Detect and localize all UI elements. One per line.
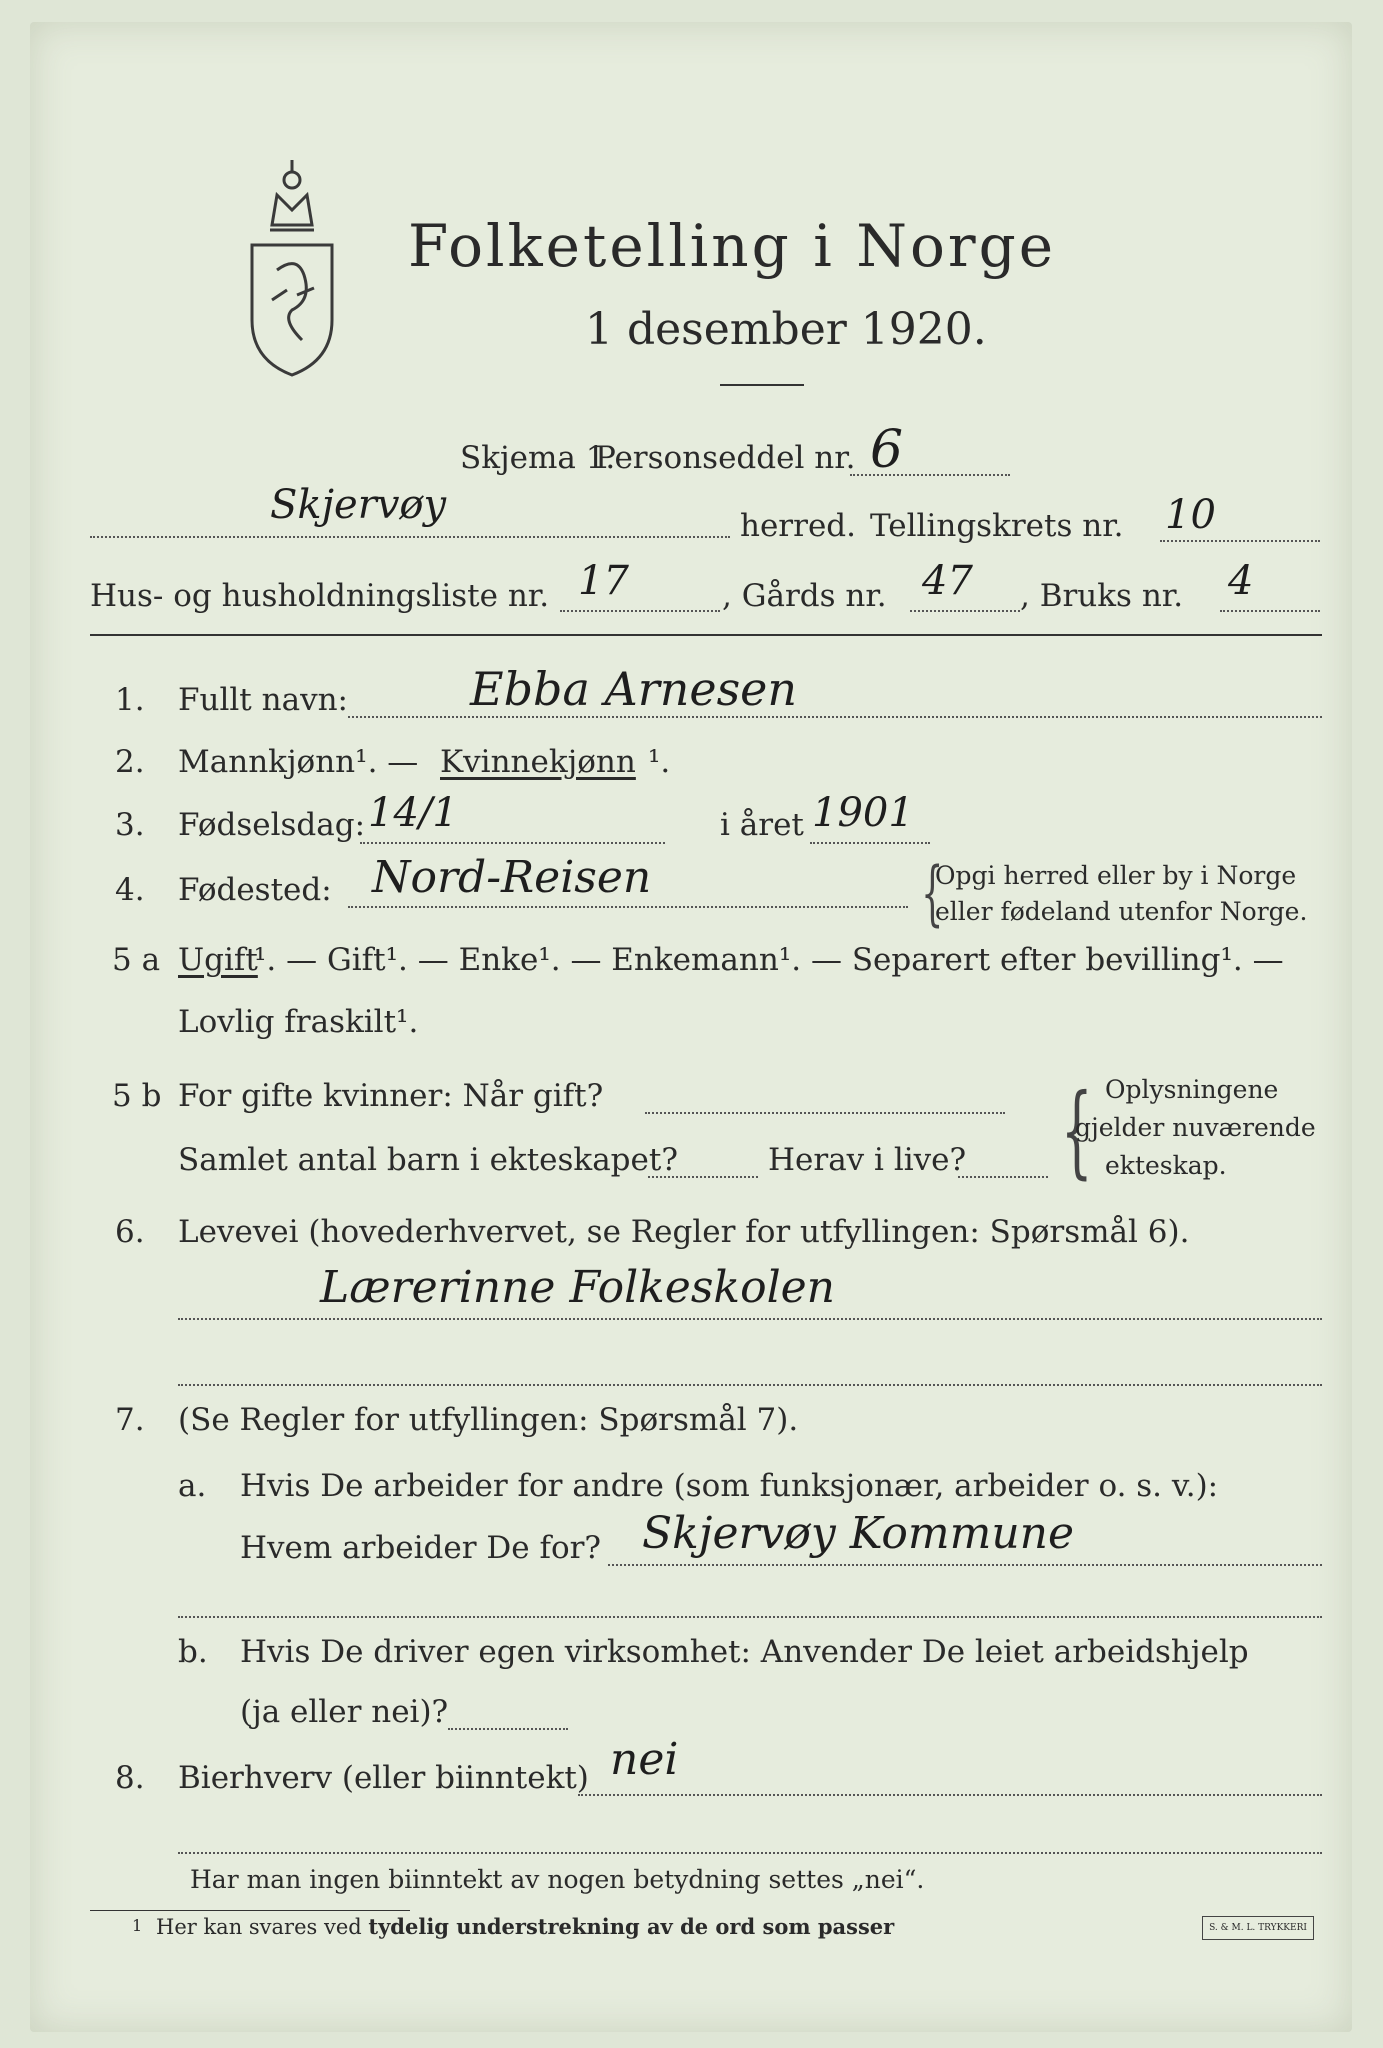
q8-number: 8. xyxy=(115,1760,145,1796)
birthday-value[interactable]: 14/1 xyxy=(368,790,458,836)
header-rule xyxy=(90,634,1322,636)
q6-number: 6. xyxy=(115,1214,145,1250)
birth-year-value[interactable]: 1901 xyxy=(812,790,914,836)
census-form xyxy=(30,22,1352,2032)
herred-label: herred. xyxy=(740,508,856,544)
gards-value[interactable]: 47 xyxy=(922,558,973,604)
side-income-value[interactable]: nei xyxy=(610,1734,679,1785)
q3-number: 3. xyxy=(115,807,145,843)
q6-label: Levevei (hovederhvervet, se Regler for utfyllingen: Spørsmål 6). xyxy=(178,1214,1190,1250)
children-alive-label: Herav i live? xyxy=(768,1142,967,1178)
gards-label: , Gårds nr. xyxy=(722,578,887,614)
q5b-note-line2: gjelder nuværende xyxy=(1075,1113,1316,1142)
full-name-value[interactable]: Ebba Arnesen xyxy=(470,662,798,716)
year-label: i året xyxy=(720,807,804,843)
gender-female-footnote: ¹. xyxy=(648,744,671,780)
hired-help-label: (ja eller nei)? xyxy=(240,1694,449,1730)
q8-note: Har man ingen biinntekt av nogen betydning settes „nei“. xyxy=(190,1865,925,1894)
herred-value[interactable]: Skjervøy xyxy=(270,482,447,528)
q5a-number: 5 a xyxy=(112,942,161,978)
tellingskrets-label: Tellingskrets nr. xyxy=(870,508,1124,544)
status-other-options[interactable]: ¹. — Gift¹. — Enke¹. — Enkemann¹. — Separert efter bevilling¹. — xyxy=(254,942,1284,978)
q5b-number: 5 b xyxy=(112,1078,162,1114)
personseddel-label: Personseddel nr. xyxy=(595,440,856,476)
q4-note-line1: Opgi herred eller by i Norge xyxy=(935,861,1297,890)
norway-coat-of-arms-icon xyxy=(242,150,342,380)
children-total-label: Samlet antal barn i ekteskapet? xyxy=(178,1142,678,1178)
birthplace-value[interactable]: Nord-Reisen xyxy=(372,852,652,903)
footnote-plain: Her kan svares ved xyxy=(156,1915,362,1939)
footnote-text xyxy=(156,1914,894,1939)
status-ugift-option[interactable]: Ugift xyxy=(178,942,258,978)
q5b-note-line1: Oplysningene xyxy=(1105,1075,1279,1104)
q8-label: Bierhverv (eller biinntekt) xyxy=(178,1760,589,1796)
q7a-letter: a. xyxy=(178,1468,207,1504)
q7-number: 7. xyxy=(115,1402,145,1438)
footnote-bold: tydelig understrekning av de ord som passer xyxy=(368,1914,895,1939)
q1-number: 1. xyxy=(115,682,145,718)
employer-label: Hvem arbeider De for? xyxy=(240,1530,602,1566)
form-date: 1 desember 1920. xyxy=(585,304,987,355)
q7b-label: Hvis De driver egen virksomhet: Anvender De leiet arbeidshjelp xyxy=(240,1634,1249,1670)
q4-brace: { xyxy=(921,852,944,934)
married-when-label: For gifte kvinner: Når gift? xyxy=(178,1078,604,1114)
q7b-letter: b. xyxy=(178,1634,208,1670)
occupation-value[interactable]: Lærerinne Folkeskolen xyxy=(320,1262,836,1313)
form-title: Folketelling i Norge xyxy=(408,212,1057,280)
q7-label: (Se Regler for utfyllingen: Spørsmål 7). xyxy=(178,1402,799,1438)
q2-number: 2. xyxy=(115,744,145,780)
hus-label: Hus- og husholdningsliste nr. xyxy=(90,578,550,614)
bruks-label: , Bruks nr. xyxy=(1020,578,1184,614)
footnote-mark: 1 xyxy=(132,1916,143,1935)
q1-label: Fullt navn: xyxy=(178,682,348,718)
status-fraskilt-option[interactable]: Lovlig fraskilt¹. xyxy=(178,1004,419,1040)
gender-female-option[interactable]: Kvinnekjønn xyxy=(440,744,636,780)
q7a-label: Hvis De arbeider for andre (som funksjonær, arbeider o. s. v.): xyxy=(240,1468,1219,1504)
q5b-note-line3: ekteskap. xyxy=(1105,1151,1227,1180)
personseddel-value[interactable]: 6 xyxy=(870,420,904,480)
title-divider xyxy=(720,384,804,386)
q4-label: Fødested: xyxy=(178,872,332,908)
employer-value[interactable]: Skjervøy Kommune xyxy=(642,1508,1075,1559)
footnote-divider xyxy=(90,1910,410,1911)
q5b-brace: { xyxy=(1060,1072,1093,1189)
q4-note-line2: eller fødeland utenfor Norge. xyxy=(935,897,1308,926)
tellingskrets-value[interactable]: 10 xyxy=(1165,492,1216,538)
schema-label: Skjema 1. xyxy=(460,440,616,476)
bruks-value[interactable]: 4 xyxy=(1228,558,1254,604)
printer-stamp: S. & M. L. TRYKKERI xyxy=(1202,1916,1314,1940)
q4-number: 4. xyxy=(115,872,145,908)
gender-male-option[interactable]: Mannkjønn¹. — xyxy=(178,744,419,780)
q3-label: Fødselsdag: xyxy=(178,807,366,843)
hus-value[interactable]: 17 xyxy=(578,558,629,604)
